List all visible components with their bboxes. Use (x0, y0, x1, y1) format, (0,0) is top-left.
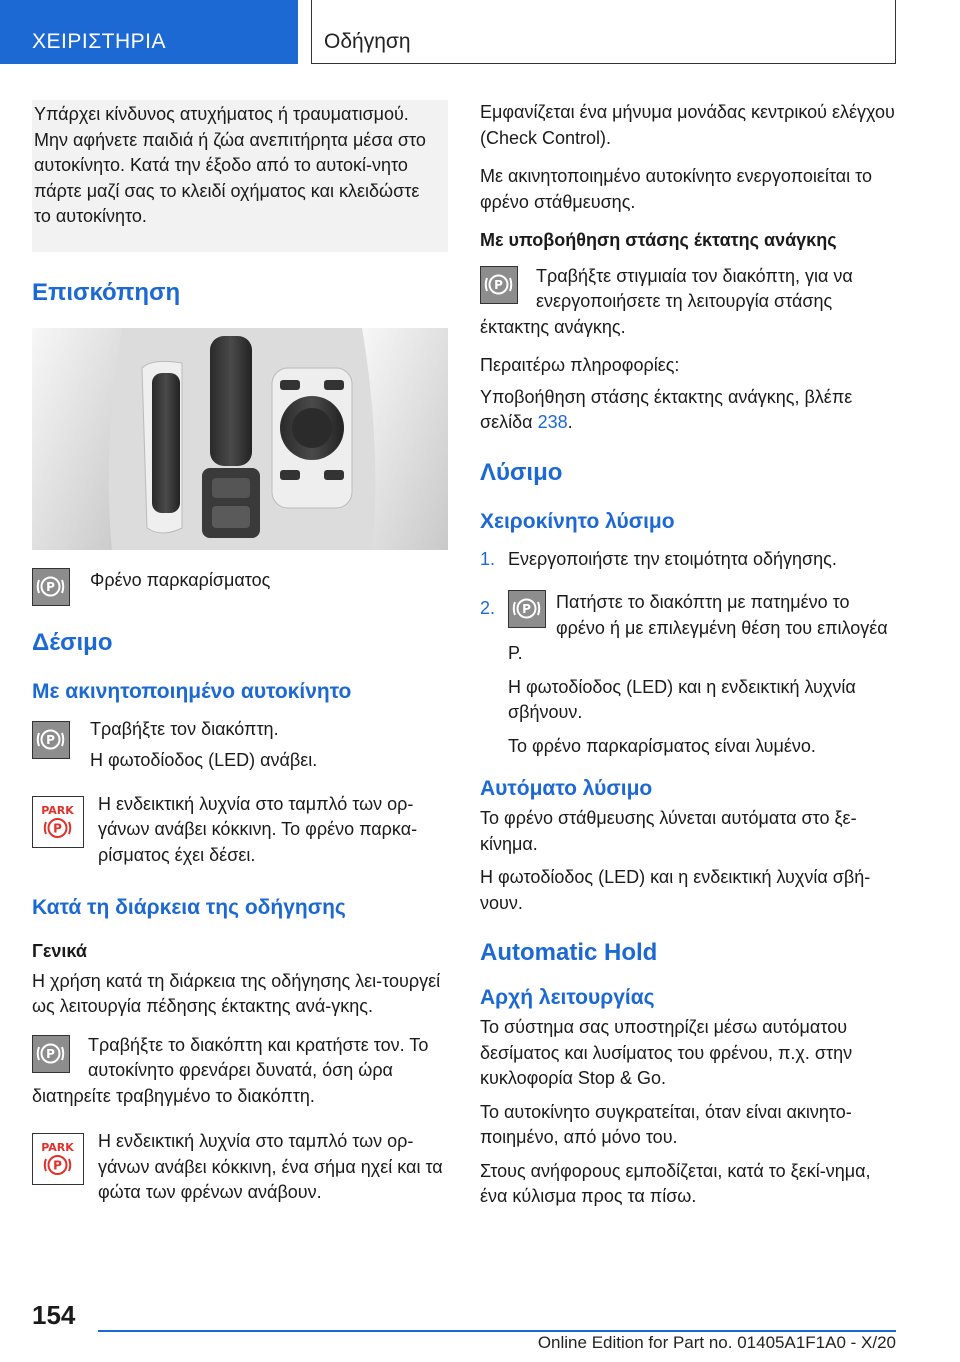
autohold-text-2: Το αυτοκίνητο συγκρατείται, όταν είναι ακινητο-ποιημένο, από μόνο του. (480, 1101, 852, 1147)
auto-led-text: Η φωτοδίοδος (LED) και η ενδεικτική λυχνία σβή-νουν. (480, 867, 871, 913)
auto-release-heading: Αυτόματο λύσιμο (480, 777, 653, 800)
see-page-text (480, 385, 896, 436)
step-2 (480, 590, 896, 759)
svg-text:PARK: PARK (41, 803, 74, 817)
parking-brake-caption-row (32, 568, 448, 606)
header-section-label: ΧΕΙΡΙΣΤΗΡΙΑ (32, 30, 167, 53)
svg-text:P: P (46, 732, 55, 747)
svg-text:P: P (53, 1158, 62, 1173)
right-column (480, 100, 896, 1223)
step-2-led-text: Η φωτοδίοδος (LED) και η ενδεικτική λυχνία σβήνουν. (508, 676, 856, 722)
hold-row (32, 1033, 448, 1110)
overview-heading: Επισκόπηση (32, 278, 181, 306)
park-indicator-text: Η ενδεικτική λυχνία στο ταμπλό των ορ-γάνων ανάβει κόκκινη. Το φρένο παρκα-ρίσματος έχει δέσει. (98, 793, 418, 865)
photo-caption: Φρένο παρκαρίσματος (90, 569, 271, 590)
step-1-text: Ενεργοποιήστε την ετοιμότητα οδήγησης. (508, 548, 837, 569)
stationary-heading: Με ακινητοποιημένο αυτοκίνητο (32, 679, 352, 703)
step-1 (480, 547, 896, 573)
parking-brake-button-icon (32, 1035, 70, 1079)
center-console-photo (32, 328, 448, 550)
hold-text: Τραβήξτε το διακόπτη και κρατήστε τον. Το αυτοκίνητο φρενάρει δυνατά, όση ώρα διατηρείτε τραβηγμένο το διακόπτη. (32, 1034, 429, 1106)
svg-text:P: P (522, 602, 531, 616)
pull-switch-row (32, 717, 448, 774)
emergency-heading: Με υποβοήθηση στάσης έκτατης ανάγκης (480, 230, 837, 250)
parking-brake-button-icon (32, 568, 70, 612)
driving-heading: Κατά τη διάρκεια της οδήγησης (32, 896, 346, 919)
step-2-text: Πατήστε το διακόπτη με πατημένο το φρένο ή με επιλεγμένη θέση του επιλογέα P. (508, 592, 888, 663)
led-on-text: Η φωτοδίοδος (LED) ανάβει. (90, 750, 318, 770)
parking-brake-button-icon (508, 590, 546, 634)
warning-box (32, 100, 448, 252)
left-column (32, 100, 448, 1220)
check-control-text: Εμφανίζεται ένα μήνυμα μονάδας κεντρικού ελέγχου (Check Control). (480, 102, 895, 148)
console-illustration (32, 328, 448, 550)
page-number: 154 (32, 1300, 76, 1330)
header-chapter-label: Οδήγηση (324, 30, 411, 53)
warning-text: Υπάρχει κίνδυνος ατυχήματος ή τραυματισμού. Μην αφήνετε παιδιά ή ζώα ανεπιτήρητα μέσα στο αυτοκίνητο. Κατά την έξοδο από το αυτοκί-νητο πάρτε μαζί σας το κλειδί οχήματος και κλειδώστε το αυτοκίνητο. (34, 104, 426, 226)
pull-switch-text: Τραβήξτε τον διακόπτη. (90, 718, 279, 739)
svg-text:PARK: PARK (41, 1141, 74, 1154)
footer-edition: Online Edition for Part no. 01405A1F1A0 - X/20 (537, 1333, 896, 1352)
parking-brake-button-icon (480, 266, 518, 310)
svg-text:P: P (46, 1046, 55, 1061)
desimo-heading: Δέσιμο (32, 628, 113, 656)
general-text: Η χρήση κατά τη διάρκεια της οδήγησης λει-τουργεί ως λειτουργία πέδησης έκτακτης ανά-γκης. (32, 970, 441, 1016)
svg-text:P: P (46, 579, 55, 594)
step-2-number: 2. (480, 598, 496, 618)
park-indicator-row (32, 792, 448, 869)
svg-text:P: P (494, 277, 503, 292)
stationary-activated-text: Με ακινητοποιημένο αυτοκίνητο ενεργοποιείται το φρένο στάθμευσης. (480, 166, 873, 212)
svg-text:P: P (53, 821, 62, 835)
header-section (0, 0, 298, 64)
principle-heading: Αρχή λειτουργίας (480, 986, 655, 1009)
general-heading: Γενικά (32, 941, 87, 961)
see-page-label: Υποβοήθηση στάσης έκτακτης ανάγκης, βλέπε σελίδα (480, 386, 853, 432)
lysimo-heading: Λύσιμο (480, 458, 563, 486)
autohold-text-3: Στους ανήφορους εμποδίζεται, κατά το ξεκί-νημα, ένα κύλισμα προς τα πίσω. (480, 1160, 871, 1206)
autohold-text-1: Το σύστημα σας υποστηρίζει μέσω αυτόματου δεσίματος και λυσίματος του φρένου, π.χ. στην κυκλοφορία Stop & Go. (480, 1017, 853, 1088)
emergency-text: Τραβήξτε στιγμιαία τον διακόπτη, για να ενεργοποιήσετε τη λειτουργία στάσης έκτακτης ανάγκης. (480, 265, 853, 337)
more-info-text: Περαιτέρω πληροφορίες: (480, 355, 680, 375)
step-1-number: 1. (480, 548, 496, 569)
footer-rule (98, 1330, 896, 1332)
header-chapter (311, 0, 896, 64)
park-indicator-text-2: Η ενδεικτική λυχνία στο ταμπλό των ορ-γάνων ανάβει κόκκινη, ένα σήμα ηχεί και τα φώτα των φρένων ανάβουν. (98, 1131, 443, 1202)
park-indicator-row-2 (32, 1129, 448, 1206)
emergency-row (480, 264, 896, 341)
automatic-hold-heading: Automatic Hold (480, 939, 658, 966)
parking-brake-button-icon (32, 721, 70, 765)
park-indicator-icon (32, 796, 84, 854)
see-page-end: . (567, 412, 573, 432)
step-2-released-text: Το φρένο παρκαρίσματος είναι λυμένο. (508, 735, 816, 756)
park-indicator-icon (32, 1133, 84, 1191)
manual-release-heading: Χειροκίνητο λύσιμο (480, 509, 675, 533)
page-238-link[interactable]: 238 (537, 412, 568, 432)
auto-release-text: Το φρένο στάθμευσης λύνεται αυτόματα στο ξε-κίνημα. (480, 808, 857, 854)
